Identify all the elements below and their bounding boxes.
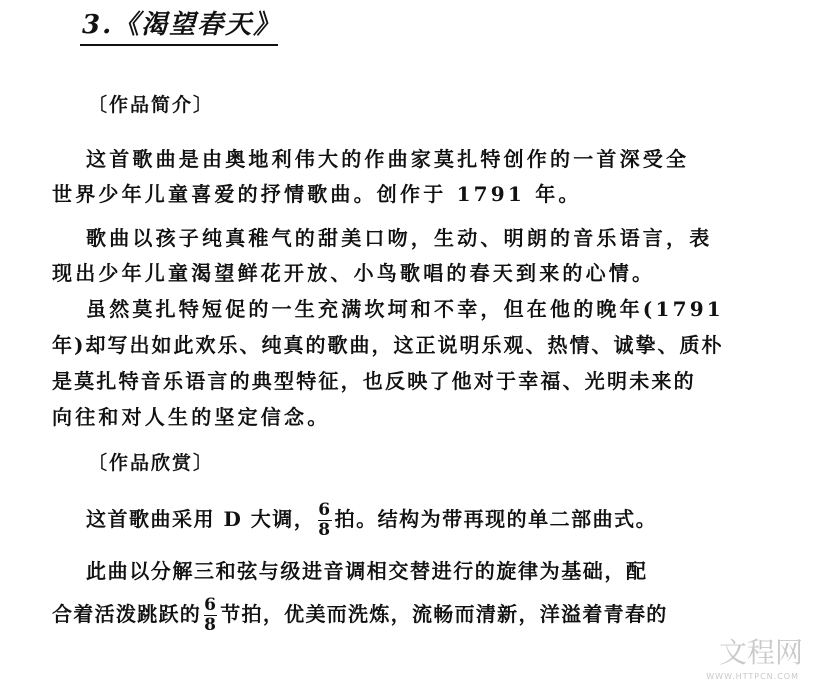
time-signature-inline: [204, 597, 217, 634]
watermark-logo: 文程网: [718, 636, 803, 669]
appreciation-line-3: [52, 597, 668, 634]
intro-line-6: 年)却写出如此欢乐、纯真的歌曲，这正说明乐观、热情、诚挚、质朴: [52, 333, 724, 357]
appreciation-heading: 〔作品欣赏〕: [88, 452, 215, 474]
intro-line-5: 虽然莫扎特短促的一生充满坎坷和不幸，但在他的晚年(1791: [86, 297, 724, 321]
time-signature-inline-denominator: 8: [204, 615, 218, 635]
appreciation-line-2: 此曲以分解三和弦与级进音调相交替进行的旋律为基础，配: [86, 559, 648, 583]
appreciation-line-3-text-a: 合着活泼跳跃的: [52, 602, 202, 626]
appreciation-line-3-text-b: 节拍，优美而洗炼，流畅而清新，洋溢着青春的: [220, 602, 668, 626]
title-underline: [80, 44, 278, 46]
watermark-url: WWW.HTTPCN.COM: [706, 672, 799, 681]
section-title: 3.《渴望春天》: [82, 10, 282, 40]
appreciation-line-1-text-b: 拍。结构为带再现的单二部曲式。: [334, 507, 658, 531]
time-signature: [318, 502, 331, 539]
intro-line-1: 这首歌曲是由奥地利伟大的作曲家莫扎特创作的一首深受全: [86, 147, 690, 171]
intro-line-8: 向往和对人生的坚定信念。: [52, 405, 331, 429]
intro-line-3: 歌曲以孩子纯真稚气的甜美口吻，生动、明朗的音乐语言，表: [86, 226, 713, 250]
intro-line-2: 世界少年儿童喜爱的抒情歌曲。创作于 1791 年。: [52, 182, 582, 206]
intro-line-7: 是莫扎特音乐语言的典型特征，也反映了他对于幸福、光明未来的: [52, 369, 696, 393]
appreciation-line-1: [86, 502, 657, 539]
appreciation-line-1-text-a: 这首歌曲采用 D 大调，: [86, 507, 316, 531]
intro-line-4: 现出少年儿童渴望鲜花开放、小鸟歌唱的春天到来的心情。: [52, 261, 656, 285]
time-signature-numerator: 6: [318, 500, 332, 520]
time-signature-denominator: 8: [318, 520, 332, 540]
intro-heading: 〔作品简介〕: [88, 94, 215, 116]
time-signature-inline-numerator: 6: [204, 595, 218, 615]
